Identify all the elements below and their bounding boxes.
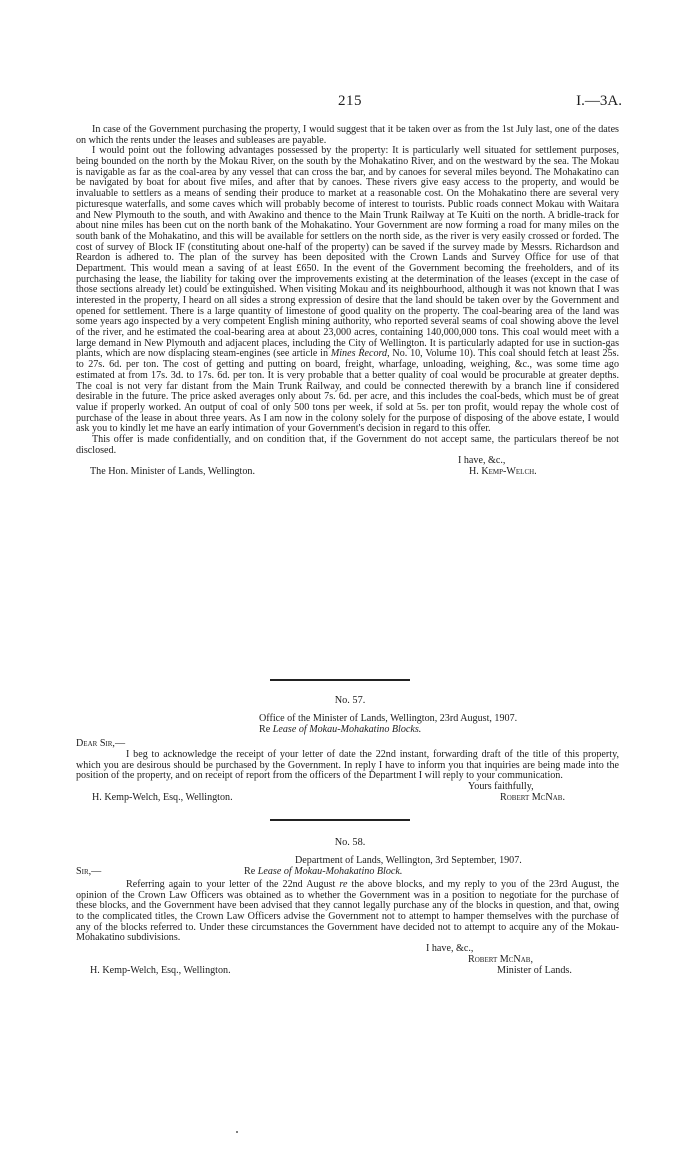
mines-record-title: Mines Record [330, 348, 388, 360]
letter3-signature: Robert McNab, [468, 953, 533, 965]
letter3-number: No. 58. [334, 837, 366, 848]
letter1-addressee: The Hon. Minister of Lands, Wellington. [90, 466, 255, 477]
letter3-body-text [76, 880, 619, 944]
letter2-body [76, 750, 619, 803]
letter2-body-text: I beg to acknowledge the receipt of your letter of date the 22nd instant, forwarding draft of the title of this property, which you are desirous should be purchased by the Government. In reply I have to inform you that inquiries are being made into the position of the property, and on receipt of report from the officers of the Department I will reply to your communication. [76, 749, 619, 782]
letter1-paragraph-2 [76, 146, 619, 435]
letter1-paragraph-1: In case of the Government purchasing the property, I would suggest that it be taken over as from the 1st July last, one of the dates on which the rents under the leases and subleases are payable. [76, 124, 619, 146]
letter3-re-prefix: Re [244, 865, 256, 877]
letter3-body-b: the above blocks, and my reply to you of the 23rd August, the opinion of the Crown Law Officers was obtained as to whether the Government was in a position to negotiate for the purchase of these blocks, and the Government have been advised that they cannot legally purchase any of the blocks in question, and that, owing to the complicated titles, the Crown Law Officers advise the Government not to attempt to hamper themselves with the purchase of any of the blocks referred to. Under these circumstances the Government have decided not to attempt to acquire any of the Mokau-Mohakatino subdivisions. [76, 879, 619, 944]
letter2-salutation: Dear Sir,— [76, 738, 126, 749]
letter2-re-subject: Lease of Mokau-Mohakatino Blocks. [272, 723, 422, 735]
letter3-closing: I have, &c., [426, 943, 474, 955]
paper-reference: I.—3A. [576, 93, 622, 109]
letter3-signature-title: Minister of Lands. [497, 964, 572, 976]
letter3-body [76, 880, 619, 976]
letter2-signature: Robert McNab. [500, 791, 565, 803]
letter3-body-a: Referring again to your letter of the 22nd August [126, 879, 336, 890]
letter3-addressee: H. Kemp-Welch, Esq., Wellington. [90, 964, 231, 976]
letter1-body [76, 125, 619, 478]
letter1-signature: H. Kemp-Welch. [469, 466, 537, 477]
letter2-re-prefix: Re [259, 723, 271, 735]
letter3-body-re: re [339, 879, 348, 890]
letter3-header [76, 856, 619, 877]
letter1-address-row [76, 467, 619, 478]
letter1-paragraph-2b: , No. 10, Volume 10). This coal should fetch at least 25s. to 27s. 6d. per ton. The cost of getting and putting on board, freight, wharfage, unloading, weighing, &c., was some time ago estimated at from 17s. 3d. to 17s. 6d. per ton. It is very probable that a better quality of coal would be procurable at greater depths. The coal is not very far distant from the Main Trunk Railway, and could be connected therewith by a branch line if considered desirable in the future. The price asked averages only about 7s. 6d. per acre, and this includes the coal-beds, which must be of great value if properly worked. An output of coal of only 500 tons per week, if sold at 5s. per ton profit, would repay the whole cost of purchase of the lease in about three years. As I am now in the colony solely for the purpose of disposing of the above estate, I would ask you to kindly let me have an early intimation of your Government's decision in regard to this offer. [76, 348, 619, 435]
letter1-paragraph-3: This offer is made confidentially, and on condition that, if the Government do not accept same, the particulars thereof be not disclosed. [76, 433, 619, 456]
letter2-header [76, 714, 619, 736]
letter3-re-line [244, 867, 402, 878]
letter2-re-line [259, 725, 421, 736]
scan-speck [236, 1131, 238, 1133]
letter3-salutation: Sir,— [76, 865, 102, 877]
page-number: 215 [338, 93, 362, 109]
letter2-closing: Yours faithfully, [468, 781, 534, 793]
section-divider-2 [270, 819, 410, 821]
letter1-closing: I have, &c., [458, 455, 506, 467]
letter2-office-line: Office of the Minister of Lands, Wellington, 23rd August, 1907. [259, 713, 518, 724]
letter2-number: No. 57. [334, 695, 366, 706]
section-divider-1 [270, 679, 410, 681]
letter3-re-subject: Lease of Mokau-Mohakatino Block. [257, 865, 403, 877]
letter2-addressee: H. Kemp-Welch, Esq., Wellington. [92, 791, 233, 803]
letter1-paragraph-2a: I would point out the following advantages possessed by the property: It is particularly well situated for settlement purposes, being bounded on the north by the Mokau River, on the south by the Mohakatino River, and on the westward by the sea. The Mokau is navigable as far as the coal-area by any vessel that can cross the bar, and by canoes for several miles beyond. The Mohakatino can be navigated by boat for about five miles, and after that by canoes. These rivers give easy access to the property, and would be invaluable to settlers as a means of sending their produce to market at a reasonable cost. On the Mohakatino there are several very picturesque waterfalls, and some caves which will probably become of interest to tourists. Public roads connect Mokau with Waitara and New Plymouth to the south, and with Awakino and thence to the Main Trunk Railway at Te Kuiti on the north. A bridle-track for about nine miles has been cut on the north bank of the Mohakatino. Your Government are now forming a road for many miles on the south bank of the Mohakatino, and this will be available for settlers on the north side, as the river is very easily crossed or forded. The cost of survey of Block IF (constituting about one-half of the property) can be saved if the survey made by Messrs. Richardson and Reardon is adhered to. The plan of the survey has been deposited with the Crown Lands and Survey Office for use of that Department. This would mean a saving of at least £650. In the event of the Government becoming the freeholders, and of its purchasing the lease, the liability for taking over the improvements existing at the determination of the leases (except in the case of those sections already let) could be extinguished. When visiting Mokau and its neighbourhood, although it was not known that I was interested in the property, I heard on all sides a strong expression of desire that the land should be taken over by the Government and opened for settlement. There is a large quantity of limestone of good quality on the property. The coal-bearing area of the land was some years ago inspected by a very competent English mining authority, who reported several seams of coal showing above the level of the river, and he estimated the coal-bearing area at about 23,000 acres, containing 140,000,000 tons. This coal would meet with a large demand in New Plymouth and adjacent places, including the City of Wellington. It is particularly adapted for use in suction-gas plants, which are now displacing steam-engines (see article in [76, 145, 619, 360]
letter3-office-line: Department of Lands, Wellington, 3rd September, 1907. [295, 855, 522, 866]
